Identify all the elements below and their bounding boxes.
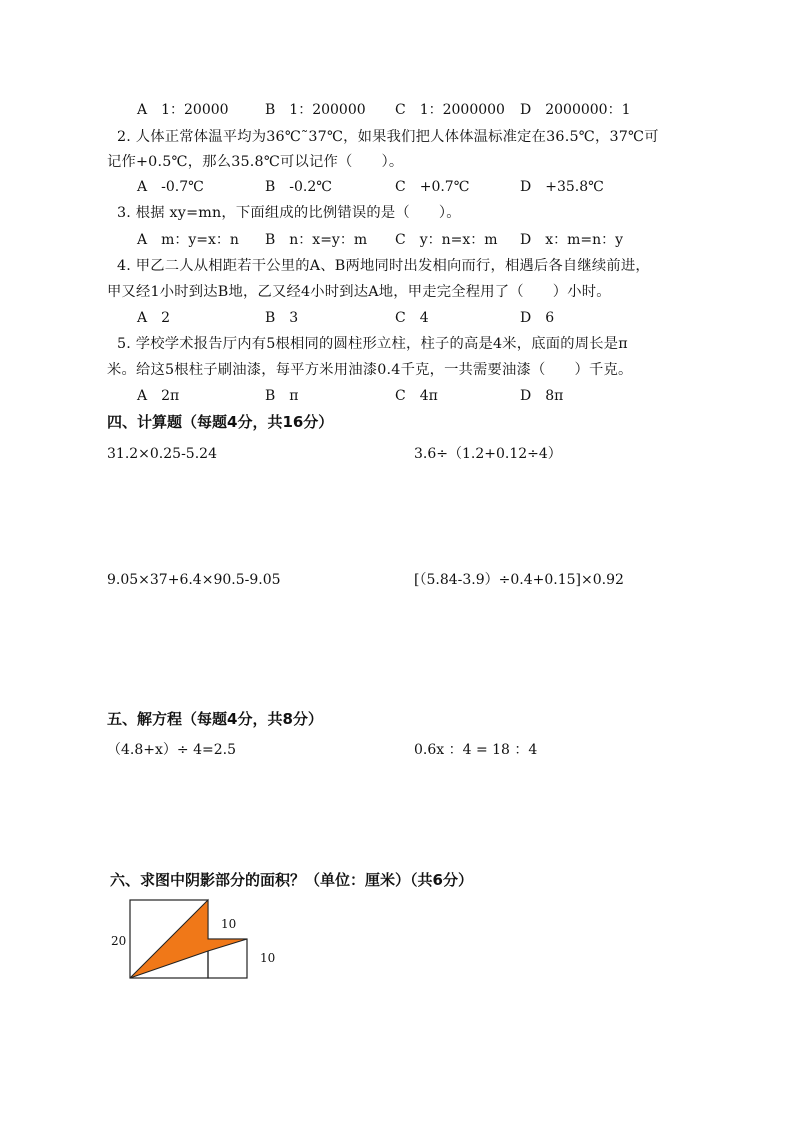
q2-option-c: C +0.7℃ bbox=[395, 179, 470, 195]
q4-option-b: B 3 bbox=[265, 310, 299, 326]
calc-item-3: 9.05×37+6.4×90.5-9.05 bbox=[107, 572, 281, 588]
q3-option-a: A m：y=x：n bbox=[137, 232, 239, 248]
q5-option-d: D 8π bbox=[520, 388, 564, 404]
label-left: 20 bbox=[111, 934, 127, 948]
label-right: 10 bbox=[260, 951, 275, 965]
q4-line-1: 4. 甲乙二人从相距若干公里的A、B两地同时出发相向而行，相遇后各自继续前进， bbox=[117, 258, 650, 274]
section-5-title: 五、解方程（每题4分，共8分） bbox=[107, 710, 323, 728]
q2-option-a: A -0.7℃ bbox=[137, 179, 204, 195]
q2-line-2: 记作+0.5℃，那么35.8℃可以记作（ ）。 bbox=[107, 154, 404, 170]
q5-option-a: A 2π bbox=[137, 388, 180, 404]
q3-option-c: C y：n=x：m bbox=[395, 232, 498, 248]
q1-option-d: D 2000000：1 bbox=[520, 102, 631, 118]
q5-option-c: C 4π bbox=[395, 388, 438, 404]
calc-item-2: 3.6÷（1.2+0.12÷4） bbox=[414, 446, 562, 462]
q4-option-a: A 2 bbox=[137, 310, 171, 326]
q2-option-d: D +35.8℃ bbox=[520, 179, 604, 195]
q2-option-b: B -0.2℃ bbox=[265, 179, 332, 195]
q4-line-2: 甲又经1小时到达B地，乙又经4小时到达A地，甲走完全程用了（ ）小时。 bbox=[107, 284, 611, 300]
q4-option-c: C 4 bbox=[395, 310, 429, 326]
q2-line-1: 2. 人体正常体温平均为36℃˜37℃，如果我们把人体体温标准定在36.5℃，37℃可 bbox=[117, 129, 659, 145]
q1-option-a: A 1：20000 bbox=[137, 102, 229, 118]
q5-option-b: B π bbox=[265, 388, 299, 404]
q5-line-2: 米。给这5根柱子刷油漆，每平方米用油漆0.4千克，一共需要油漆（ ）千克。 bbox=[107, 362, 633, 378]
calc-item-4: [（5.84-3.9）÷0.4+0.15]×0.92 bbox=[414, 572, 624, 588]
q3-option-b: B n：x=y：m bbox=[265, 232, 368, 248]
equation-1: （4.8+x）÷ 4=2.5 bbox=[107, 742, 236, 758]
q3-line-1: 3. 根据 xy=mn，下面组成的比例错误的是（ ）。 bbox=[117, 205, 461, 221]
q1-option-c: C 1：2000000 bbox=[395, 102, 505, 118]
q3-option-d: D x：m=n：y bbox=[520, 232, 624, 248]
section-4-title: 四、计算题（每题4分，共16分） bbox=[107, 413, 334, 431]
section-6-title: 六、求图中阴影部分的面积？（单位：厘米）（共6分） bbox=[110, 871, 473, 889]
shaded-region bbox=[130, 900, 247, 978]
equation-2: 0.6x ：4 = 18 ：4 bbox=[414, 742, 538, 758]
shaded-area-figure bbox=[105, 895, 275, 990]
label-top-right: 10 bbox=[221, 917, 237, 931]
q4-option-d: D 6 bbox=[520, 310, 555, 326]
q1-option-b: B 1：200000 bbox=[265, 102, 366, 118]
calc-item-1: 31.2×0.25-5.24 bbox=[107, 446, 217, 462]
q5-line-1: 5. 学校学术报告厅内有5根相同的圆柱形立柱，柱子的高是4米，底面的周长是π bbox=[117, 336, 628, 352]
